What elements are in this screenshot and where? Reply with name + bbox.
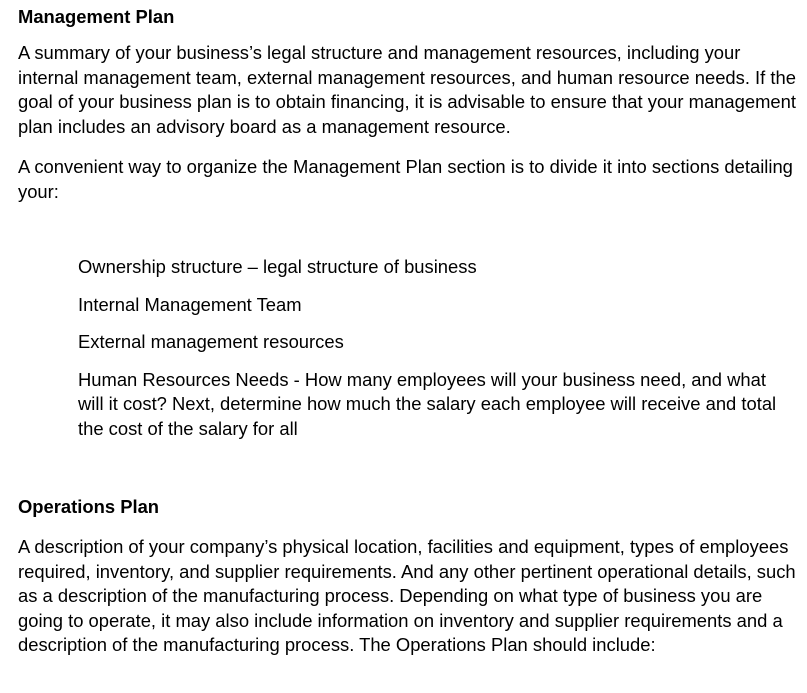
management-plan-intro: A convenient way to organize the Management Plan section is to divide it into sections detailing your: — [18, 156, 793, 202]
list-item-external-management-resources: External management resources — [78, 331, 344, 352]
management-sections-list — [78, 255, 788, 454]
list-item-human-resources-needs: Human Resources Needs - How many employees will your business need, and what will it cost? Next, determine how much the salary each employee will receive and total the cost of the salary for all — [78, 368, 777, 439]
management-plan-heading: Management Plan — [18, 6, 175, 27]
management-plan-summary: A summary of your business’s legal structure and management resources, including your internal management team, external management resources, and human resource needs. If the goal of your business plan is to obtain financing, it is advisable to ensure that your management plan includes an advisory board as a management resource. — [18, 42, 796, 137]
list-item-ownership-structure: Ownership structure – legal structure of business — [78, 256, 477, 277]
operations-plan-heading: Operations Plan — [18, 496, 160, 517]
operations-plan-body: A description of your company’s physical location, facilities and equipment, types of employees required, inventory, and supplier requirements. And any other pertinent operational details, such as a description of the manufacturing process. Depending on what type of business you are going to operate, it may also include information on inventory and supplier requirements and a description of the manufacturing process. The Operations Plan should include: — [18, 536, 796, 655]
list-item-internal-management-team: Internal Management Team — [78, 293, 302, 315]
